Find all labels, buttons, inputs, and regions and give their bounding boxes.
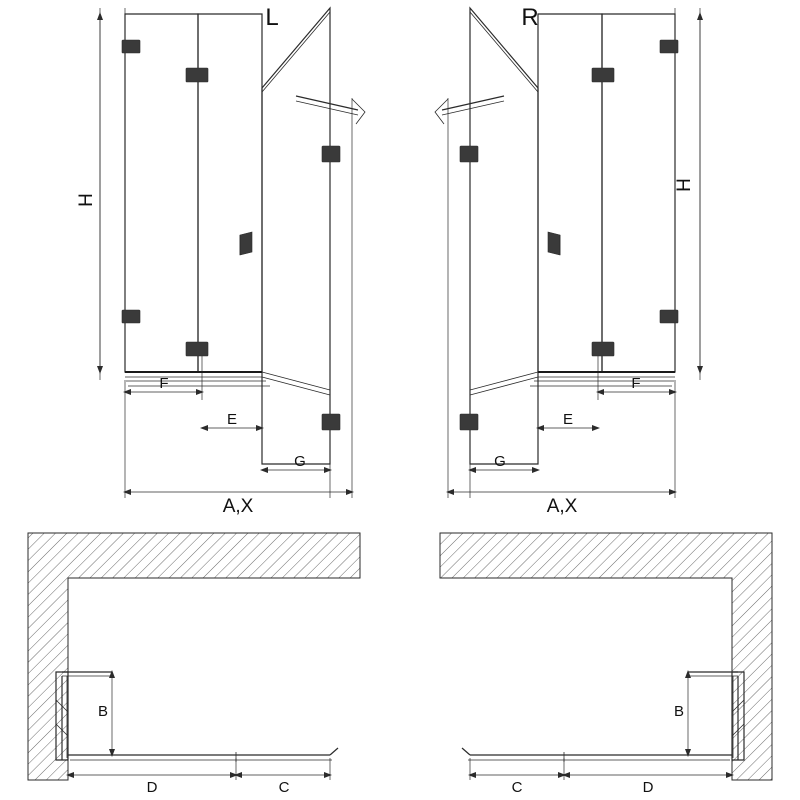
label-plan-width-c-right: C [511,779,523,796]
view-label-left: L [265,4,279,31]
overall-width-dimension-right [446,489,677,517]
label-panel-e-right: E [562,411,574,428]
plan-width-dimensions-left [66,758,332,796]
hinge-icon [460,146,478,430]
door-knob-icon [548,232,560,255]
label-panel-g-left: G [294,453,306,470]
glass-panels-right [470,8,675,464]
depth-dimension-right [674,670,691,757]
plan-view-right [440,533,772,796]
plan-width-dimensions-right [468,758,734,796]
hinge-icon [322,146,340,430]
label-panel-g-right: G [494,453,506,470]
label-panel-e-left: E [226,411,238,428]
panel-width-dimensions-right [468,375,677,473]
label-height-left: H [76,193,97,207]
door-knob-icon [240,232,252,255]
overall-width-dimension-left [123,489,354,517]
plan-view-left [28,533,360,796]
label-plan-width-c-left: C [278,779,290,796]
label-depth-right: B [673,703,685,720]
height-dimension-right [674,12,703,374]
label-depth-left: B [97,703,109,720]
bottom-rail-left [125,372,330,395]
label-plan-width-d-left: D [146,779,158,796]
panel-width-dimensions-left [123,375,332,473]
height-dimension-left [76,12,103,374]
hinge-icon [186,68,208,356]
label-overall-width-right: A,X [546,496,578,517]
view-label-right: R [521,4,539,31]
label-plan-width-d-right: D [642,779,654,796]
front-view-left [76,4,365,517]
label-panel-f-right: F [631,375,641,392]
dimension-witness-lines-right [448,8,700,498]
depth-dimension-left [98,670,115,757]
bottom-rail-right [470,372,675,395]
label-panel-f-left: F [159,375,169,392]
label-height-right: H [674,178,695,192]
front-view-right [435,4,703,517]
glass-panels-left [125,8,330,464]
label-overall-width-left: A,X [222,496,254,517]
hinge-icon [592,68,614,356]
